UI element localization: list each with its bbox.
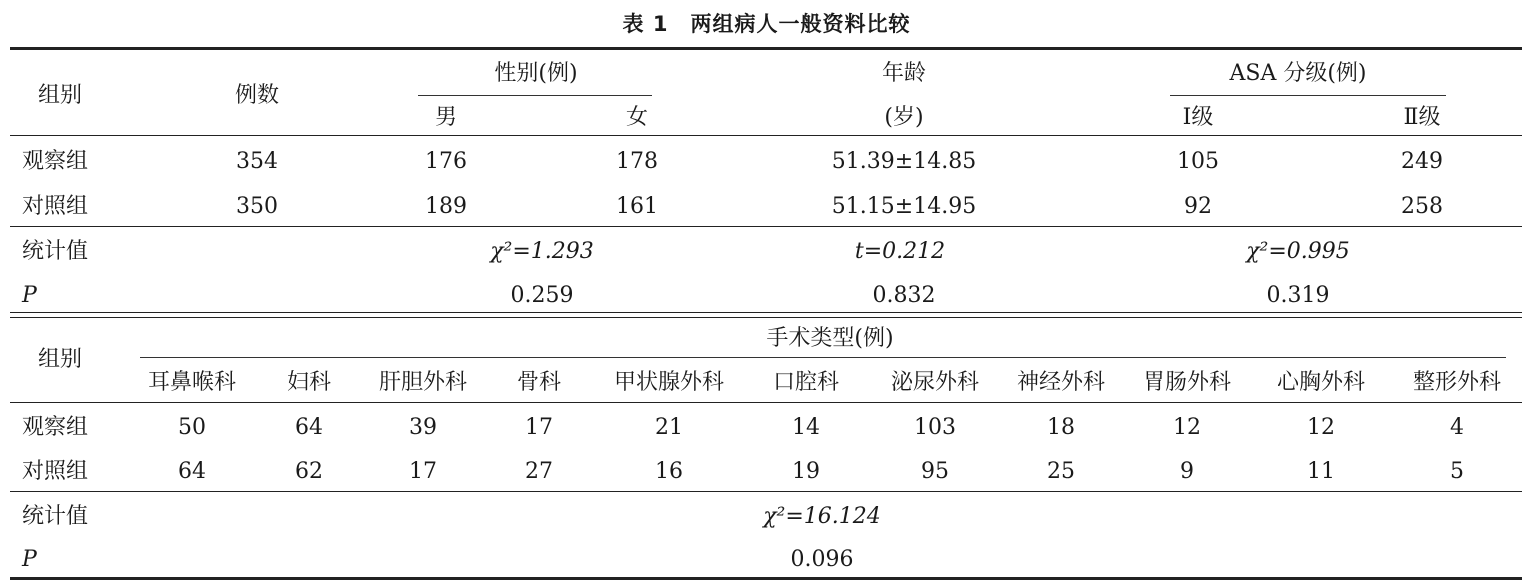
row1-female: 178: [616, 149, 658, 174]
table2-cell: 39: [409, 415, 437, 440]
surgery-header-rule: [140, 357, 1506, 358]
table2-cell: 19: [792, 459, 820, 484]
surgery-type: 胃肠外科: [1142, 370, 1232, 395]
surgery-type: 耳鼻喉科: [147, 370, 237, 395]
table2-cell: 50: [178, 415, 206, 440]
surgery-type: 神经外科: [1016, 370, 1106, 395]
p-label: P: [22, 283, 37, 308]
table2-p: 0.096: [790, 547, 854, 572]
table2-cell: 12: [1307, 415, 1335, 440]
table2-cell: 64: [295, 415, 323, 440]
row1-age: 51.39±14.85: [831, 149, 977, 174]
asa-header-rule: [1170, 95, 1446, 96]
table2-cell: 103: [914, 415, 956, 440]
header-bottom-rule: [10, 135, 1522, 136]
table-caption: 表 1 两组病人一般资料比较: [622, 12, 911, 36]
table2-cell: 27: [525, 459, 553, 484]
header-cases: 例数: [234, 83, 280, 108]
table2-p-label: P: [22, 547, 37, 572]
row2-asa2: 258: [1401, 194, 1443, 219]
surgery-type: 骨科: [516, 370, 562, 395]
table2-cell: 17: [525, 415, 553, 440]
surgery-type: 口腔科: [772, 370, 840, 395]
stat-age: t=0.212: [854, 239, 946, 264]
header-age-unit: (岁): [884, 105, 924, 130]
surgery-type: 肝胆外科: [378, 370, 468, 395]
table2-row2-group: 对照组: [22, 459, 89, 484]
data-bottom-rule: [10, 226, 1522, 227]
table2-cell: 14: [792, 415, 820, 440]
row2-group: 对照组: [22, 194, 89, 219]
row2-cases: 350: [236, 194, 278, 219]
stat-label: 统计值: [22, 239, 89, 264]
row2-male: 189: [425, 194, 467, 219]
header-male: 男: [434, 105, 458, 130]
table2-cell: 11: [1307, 459, 1335, 484]
table2-cell: 62: [295, 459, 323, 484]
table2-cell: 16: [655, 459, 683, 484]
row1-asa1: 105: [1177, 149, 1219, 174]
table2-cell: 21: [655, 415, 683, 440]
table2-cell: 17: [409, 459, 437, 484]
row2-female: 161: [616, 194, 658, 219]
row1-male: 176: [425, 149, 467, 174]
surgery-type: 泌尿外科: [890, 370, 980, 395]
header-sex: 性别(例): [494, 61, 578, 86]
table2-cell: 5: [1450, 459, 1464, 484]
header-group: 组别: [38, 83, 83, 108]
bottom-rule: [10, 577, 1522, 580]
header-asa-2: Ⅱ级: [1403, 105, 1441, 130]
surgery-type: 心胸外科: [1276, 370, 1366, 395]
table-separator-rule-1: [10, 312, 1522, 313]
row1-cases: 354: [236, 149, 278, 174]
p-asa: 0.319: [1266, 283, 1330, 308]
surgery-type: 甲状腺外科: [613, 370, 725, 395]
table2-cell: 95: [921, 459, 949, 484]
table2-cell: 25: [1047, 459, 1075, 484]
table2-header-surgery: 手术类型(例): [766, 326, 894, 351]
stat-sex: χ²=1.293: [490, 239, 594, 264]
p-age: 0.832: [872, 283, 936, 308]
surgery-type: 妇科: [286, 370, 332, 395]
table2-header-group: 组别: [38, 347, 83, 372]
table2-cell: 4: [1450, 415, 1464, 440]
table2-cell: 18: [1047, 415, 1075, 440]
top-rule: [10, 47, 1522, 50]
row2-asa1: 92: [1184, 194, 1212, 219]
table2-stat-label: 统计值: [22, 504, 89, 529]
row1-group: 观察组: [22, 149, 89, 174]
table2-data-bottom-rule: [10, 491, 1522, 492]
surgery-type: 整形外科: [1412, 370, 1502, 395]
stat-asa: χ²=0.995: [1246, 239, 1350, 264]
row2-age: 51.15±14.95: [831, 194, 977, 219]
table-separator-rule-2: [10, 317, 1522, 318]
header-female: 女: [625, 105, 649, 130]
table2-header-bottom-rule: [10, 402, 1522, 403]
table2-row1-group: 观察组: [22, 415, 89, 440]
table2-stat: χ²=16.124: [763, 504, 881, 529]
header-asa: ASA 分级(例): [1229, 61, 1367, 86]
row1-asa2: 249: [1401, 149, 1443, 174]
header-age: 年龄: [881, 61, 927, 86]
table2-cell: 12: [1173, 415, 1201, 440]
header-asa-1: Ⅰ级: [1182, 105, 1214, 130]
table2-cell: 64: [178, 459, 206, 484]
p-sex: 0.259: [510, 283, 574, 308]
table2-cell: 9: [1180, 459, 1194, 484]
sex-header-rule: [418, 95, 652, 96]
